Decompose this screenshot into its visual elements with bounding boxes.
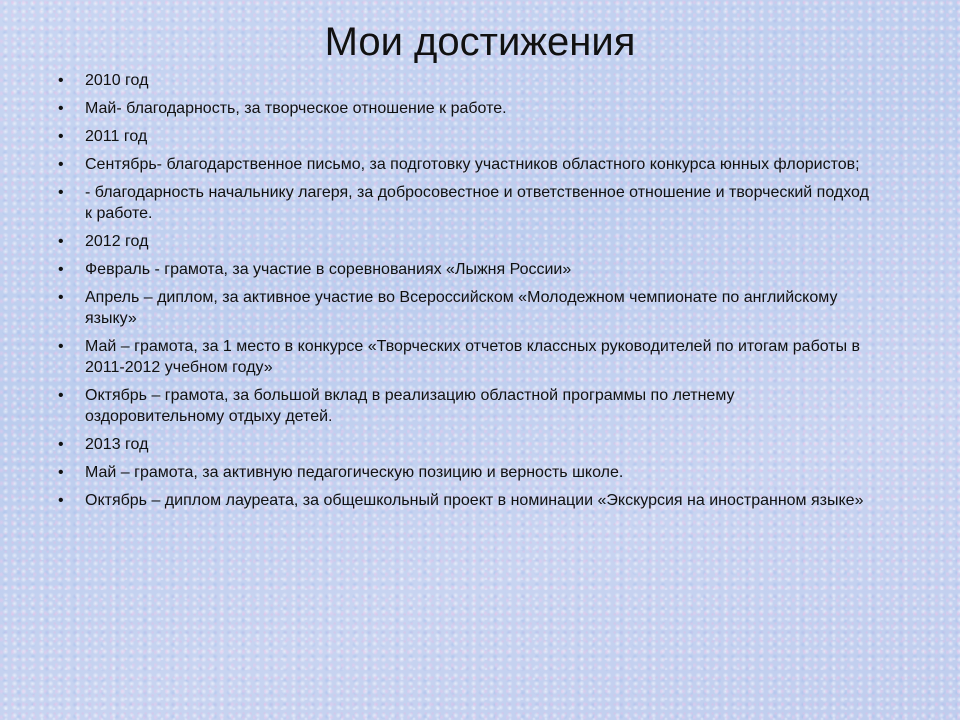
slide-title: Мои достижения <box>324 20 636 64</box>
list-item <box>58 98 878 119</box>
bullet-icon: • <box>58 492 64 509</box>
list-item <box>58 70 878 91</box>
list-item-text: - благодарность начальнику лагеря, за добросовестное и ответственное отношение и творческий подход к работе. <box>85 184 869 222</box>
list-item <box>58 287 878 329</box>
bullet-icon: • <box>58 128 64 145</box>
list-item-text: Май- благодарность, за творческое отношение к работе. <box>85 100 507 117</box>
bullet-icon: • <box>58 156 64 173</box>
list-item <box>58 490 878 511</box>
list-item-text: Сентябрь- благодарственное письмо, за подготовку участников областного конкурса юнных флористов; <box>85 156 860 173</box>
achievement-list <box>58 70 878 518</box>
list-item <box>58 259 878 280</box>
bullet-icon: • <box>58 72 64 89</box>
list-item-text: 2011 год <box>85 128 148 145</box>
list-item <box>58 231 878 252</box>
list-item-text: 2010 год <box>85 72 149 89</box>
list-item <box>58 154 878 175</box>
list-item-text: Октябрь – диплом лауреата, за общешкольный проект в номинации «Экскурсия на иностранном языке» <box>85 492 864 509</box>
list-item-text: Май – грамота, за 1 место в конкурсе «Творческих отчетов классных руководителей по итогам работы в 2011-2012 учебном году» <box>85 338 861 376</box>
list-item <box>58 126 878 147</box>
bullet-icon: • <box>58 233 64 250</box>
bullet-icon: • <box>58 338 64 355</box>
list-item <box>58 182 878 224</box>
list-item <box>58 336 878 378</box>
bullet-icon: • <box>58 289 64 306</box>
list-item <box>58 462 878 483</box>
list-item-text: 2012 год <box>85 233 149 250</box>
list-item <box>58 385 878 427</box>
bullet-icon: • <box>58 464 64 481</box>
bullet-icon: • <box>58 436 64 453</box>
list-item-text: 2013 год <box>85 436 149 453</box>
list-item-text: Апрель – диплом, за активное участие во Всероссийском «Молодежном чемпионате по английскому языку» <box>85 289 838 327</box>
list-item-text: Октябрь – грамота, за большой вклад в реализацию областной программы по летнему оздоровительному отдыху детей. <box>85 387 735 425</box>
list-item-text: Февраль - грамота, за участие в соревнованиях «Лыжня России» <box>85 261 572 278</box>
list-item <box>58 434 878 455</box>
bullet-icon: • <box>58 387 64 404</box>
bullet-icon: • <box>58 184 64 201</box>
list-item-text: Май – грамота, за активную педагогическую позицию и верность школе. <box>85 464 624 481</box>
bullet-icon: • <box>58 261 64 278</box>
bullet-icon: • <box>58 100 64 117</box>
